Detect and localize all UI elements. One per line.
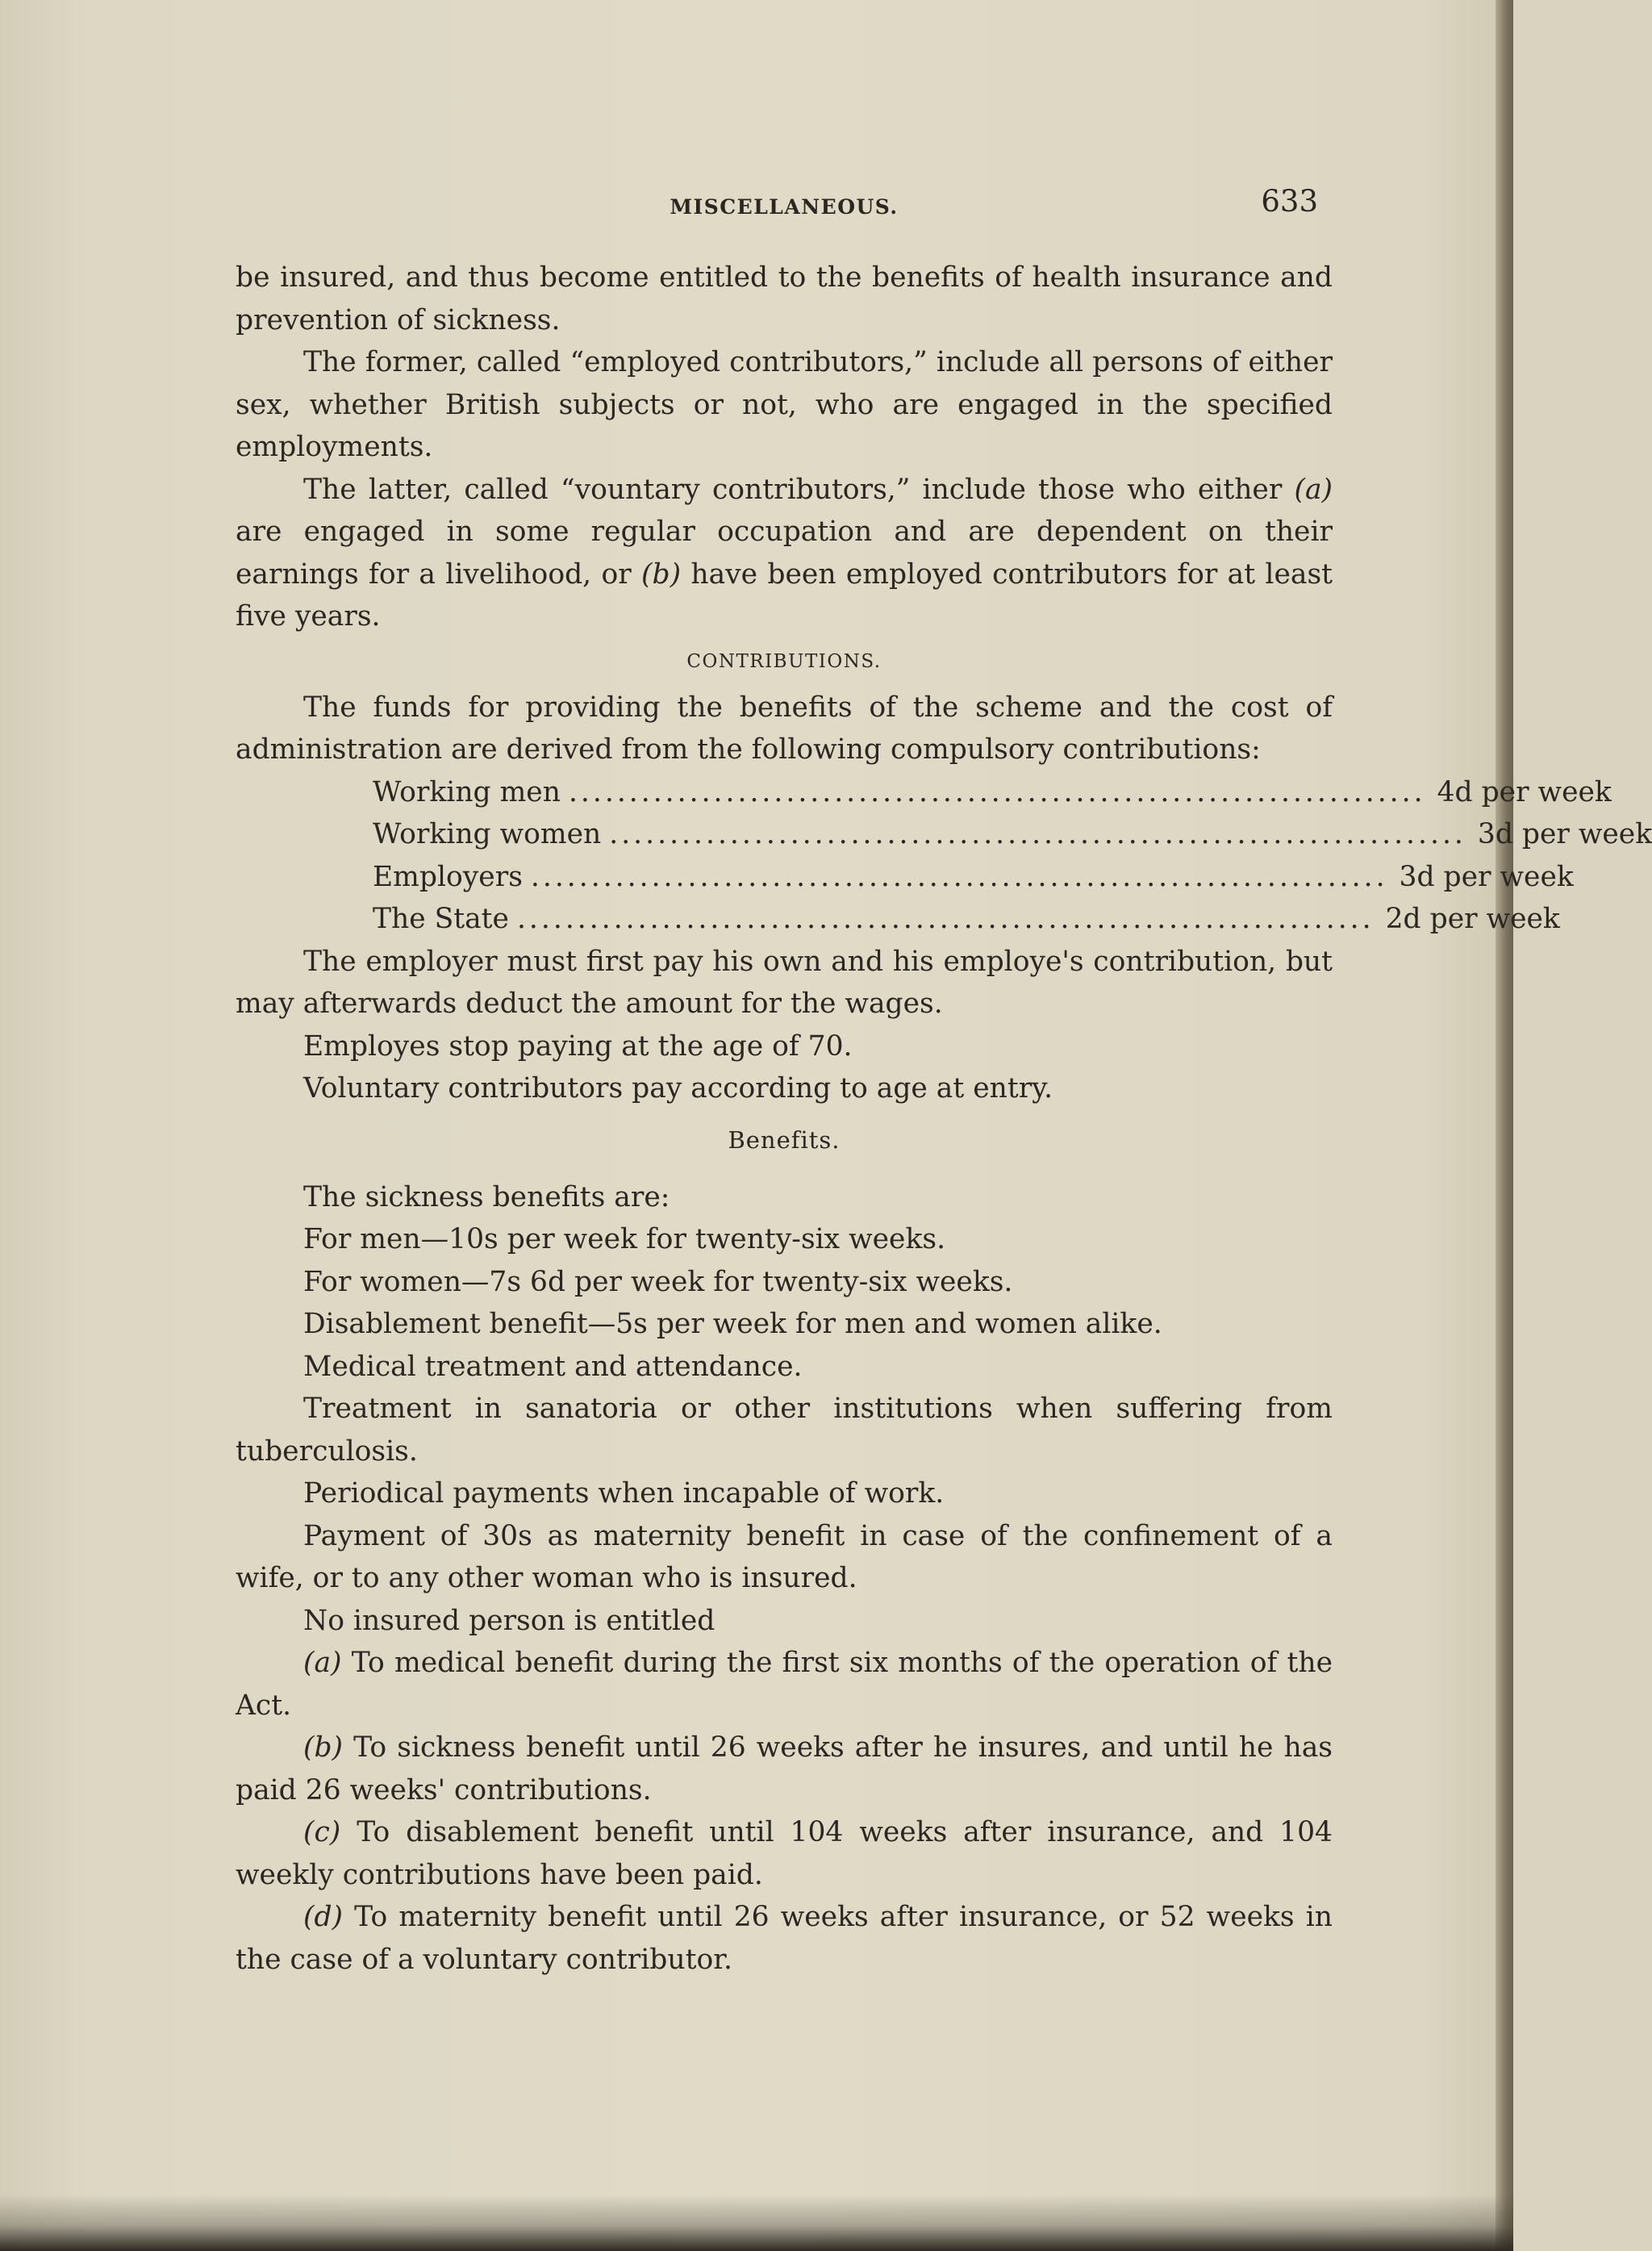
benefit-line: For women—7s 6d per week for twenty-six weeks. — [303, 1265, 1013, 1298]
benefit-line: The sickness benefits are: — [303, 1180, 670, 1213]
benefit-line: No insured person is entitled — [303, 1604, 715, 1637]
contributions-intro: The funds for providing the benefits of the scheme and the cost of administration are derived from the following compulsory contributions: — [236, 691, 1333, 766]
contributions-table — [373, 771, 1652, 941]
leader-dots: ....................................................................... — [516, 903, 1375, 935]
page-number: 633 — [1261, 184, 1318, 219]
benefit-line: For men—10s per week for twenty-six weeks. — [303, 1223, 946, 1255]
contribution-amount: 3d per week — [1477, 818, 1652, 850]
contribution-row — [373, 898, 1560, 941]
contribution-amount: 2d per week — [1385, 903, 1560, 935]
contribution-label: Working women — [373, 818, 602, 850]
book-spine-edge — [1496, 0, 1513, 2251]
condition-text: To medical benefit during the first six months of the operation of the Act. — [236, 1647, 1333, 1722]
benefit-line: Treatment in sanatoria or other institutions when suffering from tuberculosis. — [236, 1393, 1333, 1468]
enum-mark: (b) — [303, 1731, 344, 1764]
leader-dots: ....................................................................... — [568, 775, 1426, 808]
contribution-label: Employers — [373, 860, 523, 893]
leader-dots: ....................................................................... — [609, 818, 1466, 850]
paragraph-voluntary-contributors — [236, 469, 1333, 638]
paragraph-employed-contributors: The former, called “employed contributors,” include all persons of either sex, whether British subjects or not, who are engaged in the specified employments. — [236, 346, 1333, 463]
condition-text: To disablement benefit until 104 weeks after insurance, and 104 weekly contributions have been paid. — [236, 1816, 1333, 1891]
contribution-amount: 3d per week — [1399, 860, 1574, 893]
text-span: The latter, called “vountary contributors,” include those who either — [303, 473, 1283, 506]
page-body — [236, 257, 1652, 1981]
contribution-label: Working men — [373, 775, 561, 808]
condition-item — [236, 1727, 1333, 1811]
paragraph-continued: be insured, and thus become entitled to the benefits of health insurance and prevention of sickness. — [236, 261, 1333, 336]
employes-stop-paragraph: Employes stop paying at the age of 70. — [303, 1029, 853, 1063]
voluntary-rate-paragraph: Voluntary contributors pay according to age at entry. — [303, 1072, 1053, 1105]
enum-mark: (d) — [303, 1901, 344, 1933]
text-span: are engaged in some regular occupation and are dependent on their earnings for a livelihood, or — [236, 516, 1333, 591]
contribution-amount: 4d per week — [1437, 775, 1612, 808]
leader-dots: ....................................................................... — [530, 860, 1388, 893]
enum-mark: (b) — [641, 558, 682, 591]
benefit-line: Payment of 30s as maternity benefit in case of the confinement of a wife, or to any other woman who is insured. — [236, 1519, 1333, 1594]
running-head: MISCELLANEOUS. — [670, 195, 899, 219]
page-header — [236, 184, 1333, 224]
condition-item — [236, 1811, 1333, 1896]
benefit-line: Periodical payments when incapable of work. — [303, 1477, 945, 1510]
page-bottom-shadow — [0, 2195, 1513, 2251]
condition-text: To maternity benefit until 26 weeks after insurance, or 52 weeks in the case of a voluntary contributor. — [236, 1901, 1333, 1976]
contribution-row — [373, 856, 1574, 899]
text-span: have been employed contributors for at least five years. — [236, 558, 1333, 633]
benefit-line: Medical treatment and attendance. — [303, 1350, 803, 1383]
contributions-heading: CONTRIBUTIONS. — [686, 650, 882, 672]
employer-deduction-paragraph: The employer must first pay his own and his employe's contribution, but may afterwards deduct the amount for the wages. — [236, 945, 1333, 1020]
condition-text: To sickness benefit until 26 weeks after he insures, and until he has paid 26 weeks' contributions. — [236, 1731, 1333, 1806]
contribution-row — [373, 771, 1612, 814]
enum-mark: (c) — [303, 1816, 341, 1848]
condition-item — [236, 1642, 1333, 1727]
condition-item — [236, 1896, 1333, 1981]
benefits-heading: Benefits. — [728, 1126, 841, 1154]
contribution-label: The State — [373, 903, 509, 935]
enum-mark: (a) — [1294, 473, 1333, 506]
benefit-line: Disablement benefit—5s per week for men and women alike. — [303, 1308, 1162, 1340]
enum-mark: (a) — [303, 1647, 342, 1679]
contribution-row — [373, 813, 1652, 856]
